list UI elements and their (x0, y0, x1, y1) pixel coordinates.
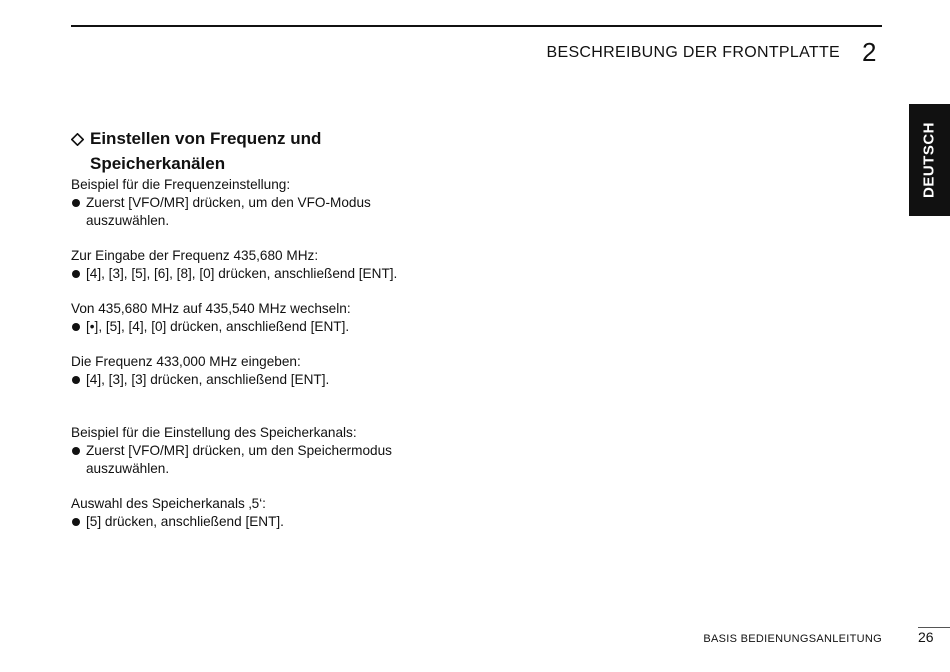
section-heading (71, 126, 471, 176)
entry-intro: Zur Eingabe der Frequenz 435,680 MHz: (71, 248, 319, 263)
select-intro: Auswahl des Speicherkanals ‚5‘: (71, 496, 266, 511)
change-bullet: [•], [5], [4], [0] drücken, anschließend [ENT]. (86, 319, 350, 334)
heading-line2: Speicherkanälen (90, 154, 226, 173)
list-item (71, 513, 471, 531)
memory-intro: Beispiel für die Einstellung des Speicherkanals: (71, 425, 357, 440)
memory-bullet-line2: auszuwählen. (86, 461, 170, 476)
list-item (71, 318, 471, 336)
language-tab-label: DEUTSCH (920, 121, 938, 199)
language-tab (909, 104, 950, 216)
list-item (71, 442, 471, 478)
direct-bullet: [4], [3], [3] drücken, anschließend [ENT]. (86, 372, 330, 387)
chapter-number: 2 (862, 37, 877, 67)
entry-bullet: [4], [3], [5], [6], [8], [0] drücken, anschließend [ENT]. (86, 266, 398, 281)
bullet-icon (71, 513, 86, 531)
footer-rule (918, 627, 950, 628)
vfo-bullet-line1: Zuerst [VFO/MR] drücken, um den VFO-Modus (86, 195, 371, 210)
bullet-icon (71, 265, 86, 283)
heading-line1: Einstellen von Frequenz und (90, 129, 322, 148)
vfo-bullet-line2: auszuwählen. (86, 213, 170, 228)
list-item (71, 265, 471, 283)
select-bullet: [5] drücken, anschließend [ENT]. (86, 514, 284, 529)
diamond-icon (71, 126, 90, 176)
section-content (71, 126, 471, 531)
memory-bullet-line1: Zuerst [VFO/MR] drücken, um den Speichermodus (86, 443, 392, 458)
frequency-intro: Beispiel für die Frequenzeinstellung: (71, 177, 291, 192)
bullet-icon (71, 371, 86, 389)
list-item (71, 371, 471, 389)
direct-intro: Die Frequenz 433,000 MHz eingeben: (71, 354, 301, 369)
chapter-title: BESCHREIBUNG DER FRONTPLATTE (546, 44, 840, 61)
change-intro: Von 435,680 MHz auf 435,540 MHz wechseln: (71, 301, 351, 316)
bullet-icon (71, 194, 86, 230)
bullet-icon (71, 318, 86, 336)
footer-title: BASIS BEDIENUNGSANLEITUNG (703, 633, 882, 645)
list-item (71, 194, 471, 230)
header-rule (71, 25, 882, 27)
page-number: 26 (918, 629, 934, 645)
bullet-icon (71, 442, 86, 478)
